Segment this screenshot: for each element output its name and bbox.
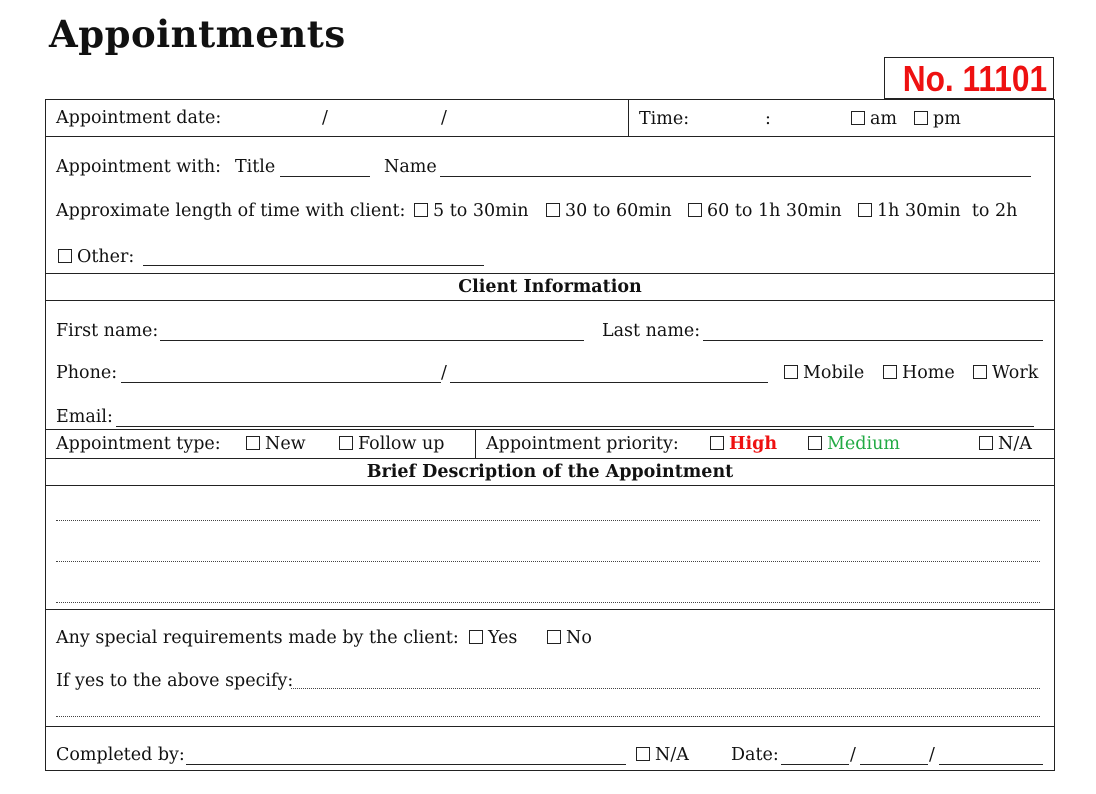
- priority-na[interactable]: [979, 433, 1032, 455]
- divider-type-row-top: [45, 429, 1055, 430]
- length-option-3[interactable]: [688, 200, 842, 222]
- pm-checkbox[interactable]: [914, 111, 928, 125]
- title-label: Title: [235, 157, 276, 177]
- completed-by-field[interactable]: [186, 764, 626, 765]
- length-checkbox[interactable]: [858, 203, 872, 217]
- completed-na-checkbox[interactable]: [636, 747, 650, 761]
- specify-label: If yes to the above specify:: [56, 671, 294, 691]
- new-checkbox[interactable]: [246, 436, 260, 450]
- other-label: Other:: [77, 247, 135, 267]
- phone-field-1[interactable]: [121, 382, 441, 383]
- priority-high[interactable]: [710, 433, 777, 455]
- length-option-label: 30 to 60min: [565, 201, 672, 221]
- last-name-label: Last name:: [602, 321, 701, 341]
- appointment-date-label: Appointment date:: [56, 108, 222, 128]
- description-heading: Brief Description of the Appointment: [366, 462, 734, 482]
- am-option[interactable]: [851, 108, 897, 130]
- medium-checkbox[interactable]: [808, 436, 822, 450]
- length-option-2[interactable]: [546, 200, 672, 222]
- type-option-follow-up[interactable]: [339, 433, 444, 455]
- footer-date-slash-1: /: [850, 745, 856, 765]
- description-line-1[interactable]: [56, 520, 1040, 521]
- completed-na-label: N/A: [655, 745, 689, 765]
- footer-date-year[interactable]: [939, 764, 1043, 765]
- divider-special-top: [45, 609, 1055, 610]
- name-field[interactable]: [440, 176, 1031, 177]
- yes-checkbox[interactable]: [469, 630, 483, 644]
- specify-line-2[interactable]: [56, 716, 1040, 717]
- client-info-heading: Client Information: [458, 277, 642, 297]
- no-checkbox[interactable]: [547, 630, 561, 644]
- home-label: Home: [902, 363, 955, 383]
- footer-date-label: Date:: [731, 745, 779, 765]
- phone-slash: /: [441, 363, 447, 383]
- footer-date-month[interactable]: [860, 764, 928, 765]
- home-checkbox[interactable]: [883, 365, 897, 379]
- medium-label: Medium: [827, 434, 900, 454]
- appointment-with-label: Appointment with:: [56, 157, 222, 177]
- time-label: Time:: [639, 109, 690, 129]
- completed-na-option[interactable]: [636, 744, 689, 766]
- follow-up-label: Follow up: [358, 434, 445, 454]
- first-name-label: First name:: [56, 321, 159, 341]
- name-label: Name: [384, 157, 437, 177]
- description-line-2[interactable]: [56, 561, 1040, 562]
- mobile-label: Mobile: [803, 363, 865, 383]
- last-name-field[interactable]: [703, 340, 1043, 341]
- first-name-field[interactable]: [160, 340, 584, 341]
- other-option[interactable]: [58, 246, 134, 268]
- divider-client-heading-bottom: [45, 300, 1055, 301]
- completed-by-label: Completed by:: [56, 745, 185, 765]
- specify-line-1[interactable]: [291, 688, 1040, 689]
- na-label: N/A: [998, 434, 1032, 454]
- special-requirements-label: Any special requirements made by the client:: [56, 628, 459, 648]
- na-checkbox[interactable]: [979, 436, 993, 450]
- title-field[interactable]: [280, 176, 370, 177]
- divider-client-heading-top: [45, 273, 1055, 274]
- divider-date-row: [45, 136, 1055, 137]
- length-option-4[interactable]: [858, 200, 1017, 222]
- priority-medium[interactable]: [808, 433, 900, 455]
- length-option-label: 60 to 1h 30min: [707, 201, 842, 221]
- phone-type-home[interactable]: [883, 362, 955, 384]
- follow-up-checkbox[interactable]: [339, 436, 353, 450]
- description-line-3[interactable]: [56, 602, 1040, 603]
- divider-footer-top: [45, 726, 1055, 727]
- email-field[interactable]: [116, 426, 1034, 427]
- length-option-label: 5 to 30min: [433, 201, 529, 221]
- length-checkbox[interactable]: [414, 203, 428, 217]
- length-option-label: 1h 30min to 2h: [877, 201, 1018, 221]
- length-checkbox[interactable]: [546, 203, 560, 217]
- length-label: Approximate length of time with client:: [56, 201, 406, 221]
- email-label: Email:: [56, 407, 113, 427]
- type-option-new[interactable]: [246, 433, 306, 455]
- special-no-option[interactable]: [547, 627, 592, 649]
- phone-field-2[interactable]: [450, 382, 768, 383]
- time-colon: :: [765, 109, 771, 129]
- appointment-type-label: Appointment type:: [56, 434, 221, 454]
- pm-label: pm: [933, 109, 961, 129]
- divider-description-heading-bottom: [45, 485, 1055, 486]
- footer-date-day[interactable]: [781, 764, 849, 765]
- phone-type-mobile[interactable]: [784, 362, 864, 384]
- phone-label: Phone:: [56, 363, 118, 383]
- work-label: Work: [992, 363, 1039, 383]
- form-number-box: [884, 57, 1054, 99]
- divider-description-heading-top: [45, 458, 1055, 459]
- no-label: No: [566, 628, 592, 648]
- other-field[interactable]: [143, 265, 484, 266]
- other-checkbox[interactable]: [58, 249, 72, 263]
- yes-label: Yes: [488, 628, 518, 648]
- length-checkbox[interactable]: [688, 203, 702, 217]
- form-number: No. 11101: [902, 58, 1047, 99]
- pm-option[interactable]: [914, 108, 961, 130]
- am-checkbox[interactable]: [851, 111, 865, 125]
- high-label: High: [729, 434, 778, 454]
- special-yes-option[interactable]: [469, 627, 517, 649]
- work-checkbox[interactable]: [973, 365, 987, 379]
- footer-date-slash-2: /: [929, 745, 935, 765]
- mobile-checkbox[interactable]: [784, 365, 798, 379]
- new-label: New: [265, 434, 306, 454]
- am-label: am: [870, 109, 898, 129]
- priority-label: Appointment priority:: [486, 434, 679, 454]
- divider-type-priority: [475, 429, 476, 458]
- high-checkbox[interactable]: [710, 436, 724, 450]
- length-option-1[interactable]: [414, 200, 529, 222]
- divider-date-time: [628, 99, 629, 136]
- page-title: Appointments: [49, 12, 346, 56]
- date-slash-2: /: [441, 108, 447, 128]
- phone-type-work[interactable]: [973, 362, 1038, 384]
- date-slash-1: /: [322, 108, 328, 128]
